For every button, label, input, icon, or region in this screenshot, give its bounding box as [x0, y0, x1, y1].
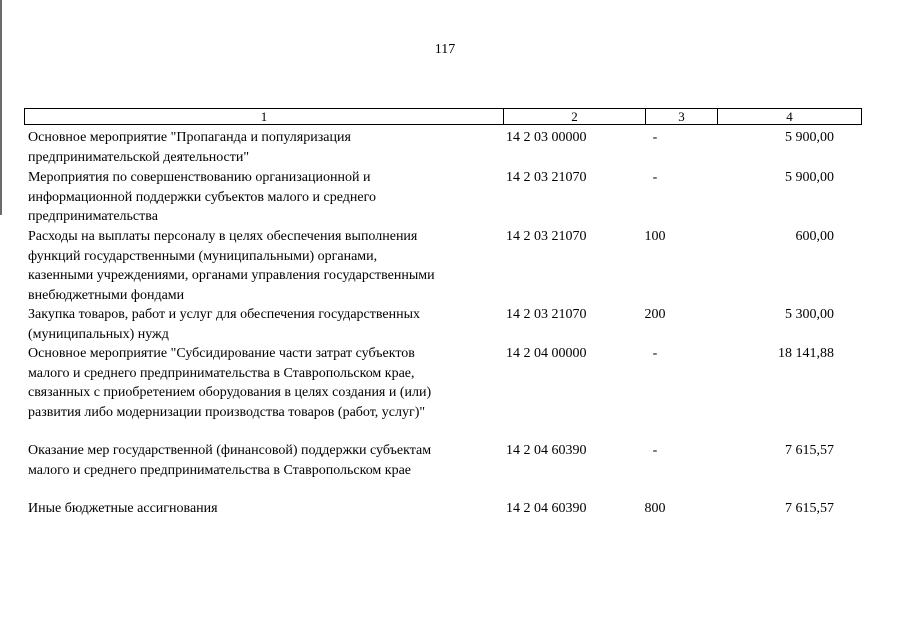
table-header [24, 108, 862, 125]
row-sum: 5 900,00 [785, 170, 834, 185]
row-sum: 5 300,00 [785, 307, 834, 322]
header-col-4: 4 [717, 109, 861, 124]
row-name: Основное мероприятие "Субсидирование части затрат субъектов малого и среднего предпринимательства в Ставропольском крае, связанных с приобретением оборудования в целях создания и (или) развития либо модернизации производства товаров (работ, услуг)" [28, 346, 432, 420]
row-sum: 5 900,00 [785, 130, 834, 145]
row-name: Мероприятия по совершенствованию организационной и информационной поддержки субъектов малого и среднего предпринимательства [28, 170, 376, 224]
row-sum: 7 615,57 [785, 501, 834, 516]
row-name: Основное мероприятие "Пропаганда и популяризация предпринимательской деятельности" [28, 130, 351, 165]
row-sum: 18 141,88 [778, 346, 834, 361]
row-name: Иные бюджетные ассигнования [28, 501, 218, 516]
row-expense-type: 100 [644, 229, 666, 244]
row-expense-type: 800 [644, 501, 666, 516]
scan-edge-line [0, 0, 2, 215]
row-expense-type: - [652, 130, 658, 145]
row-expense-type: - [652, 170, 658, 185]
row-expense-type: - [652, 346, 658, 361]
row-code: 14 2 04 00000 [506, 346, 587, 361]
row-expense-type: - [652, 443, 658, 458]
header-col-3: 3 [645, 109, 717, 124]
row-name: Закупка товаров, работ и услуг для обеспечения государственных (муниципальных) нужд [28, 307, 421, 342]
row-code: 14 2 03 21070 [506, 307, 587, 322]
header-col-2: 2 [503, 109, 645, 124]
row-name: Расходы на выплаты персоналу в целях обеспечения выполнения функций государственными (муниципальными) органами, казенными учреждениями, органами управления государственными внебюджетными фондами [28, 229, 435, 303]
row-code: 14 2 03 21070 [506, 170, 587, 185]
row-code: 14 2 03 21070 [506, 229, 587, 244]
row-expense-type: 200 [644, 307, 666, 322]
row-sum: 7 615,57 [785, 443, 834, 458]
page-number: 117 [434, 42, 456, 57]
header-col-1: 1 [260, 109, 268, 124]
row-code: 14 2 04 60390 [506, 501, 587, 516]
row-sum: 600,00 [795, 229, 834, 244]
row-code: 14 2 04 60390 [506, 443, 587, 458]
row-name: Оказание мер государственной (финансовой) поддержки субъектам малого и среднего предпринимательства в Ставропольском крае [28, 443, 432, 478]
row-code: 14 2 03 00000 [506, 130, 587, 145]
